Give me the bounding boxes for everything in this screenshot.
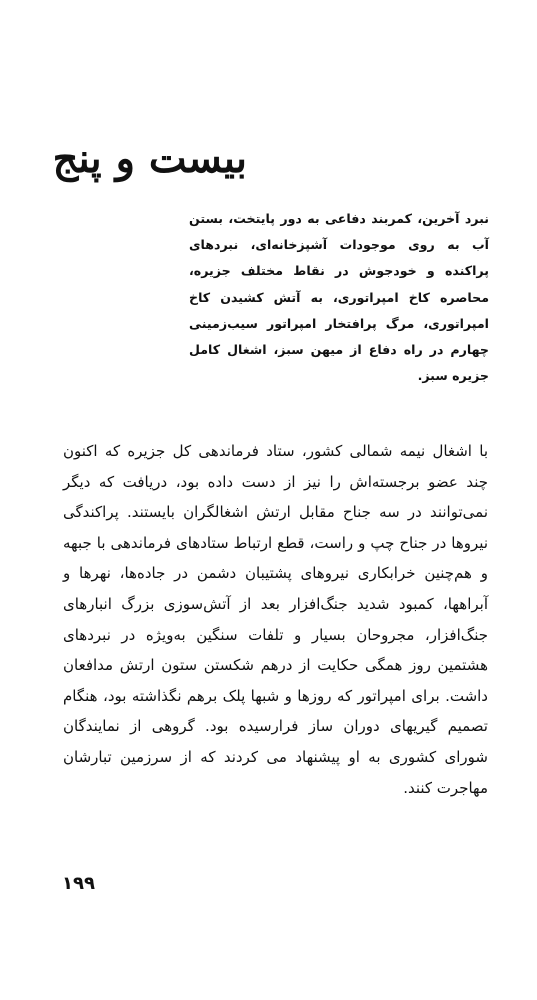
- body-paragraph: با اشغال نیمه شمالی کشور، ستاد فرماندهی کل جزیره که اکنون چند عضو برجسته‌اش را نیز از دست داده بود، دریافت که دیگر نمی‌توانند در سه جناح مقابل ارتش اشغالگران بایستند. پراکندگی نیروها در جناح چپ و راست، قطع ارتباط ستادهای فرماندهی با جبهه و هم‌چنین خرابکاری نیروهای پشتیبان دشمن در جاده‌ها، نهرها و آبراهها، کمبود شدید جنگ‌افزار بعد از آتش‌سوزی بزرگ انبارهای جنگ‌افزار، مجروحان بسیار و تلفات سنگین به‌ویژه در نبردهای هشتمین روز همگی حکایت از درهم شکستن ستون ارتش مدافعان داشت. برای امپراتور که روزها و شبها پلک برهم نگذاشته بود، هنگام تصمیم گیریهای دوران ساز فرارسیده بود. گروهی از نمایندگان شورای کشوری به او پیشنهاد می کردند که از سرزمین تبارشان مهاجرت کنند.: [63, 442, 488, 797]
- chapter-title: بیست و پنج: [52, 134, 247, 182]
- chapter-summary: نبرد آخرین، کمربند دفاعی به دور پایتخت، بستن آب به روی موجودات آشپزخانه‌ای، نبردهای پراکنده و خودجوش در نقاط مختلف جزیره، محاصره کاخ امپراتوری، به آتش کشیدن کاخ امپراتوری، مرگ پرافتخار امپراتور سیب‌زمینی چهارم در راه دفاع از میهن سبز، اشغال کامل جزیره سبز.: [189, 211, 489, 384]
- page-number: ۱۹۹: [62, 873, 95, 894]
